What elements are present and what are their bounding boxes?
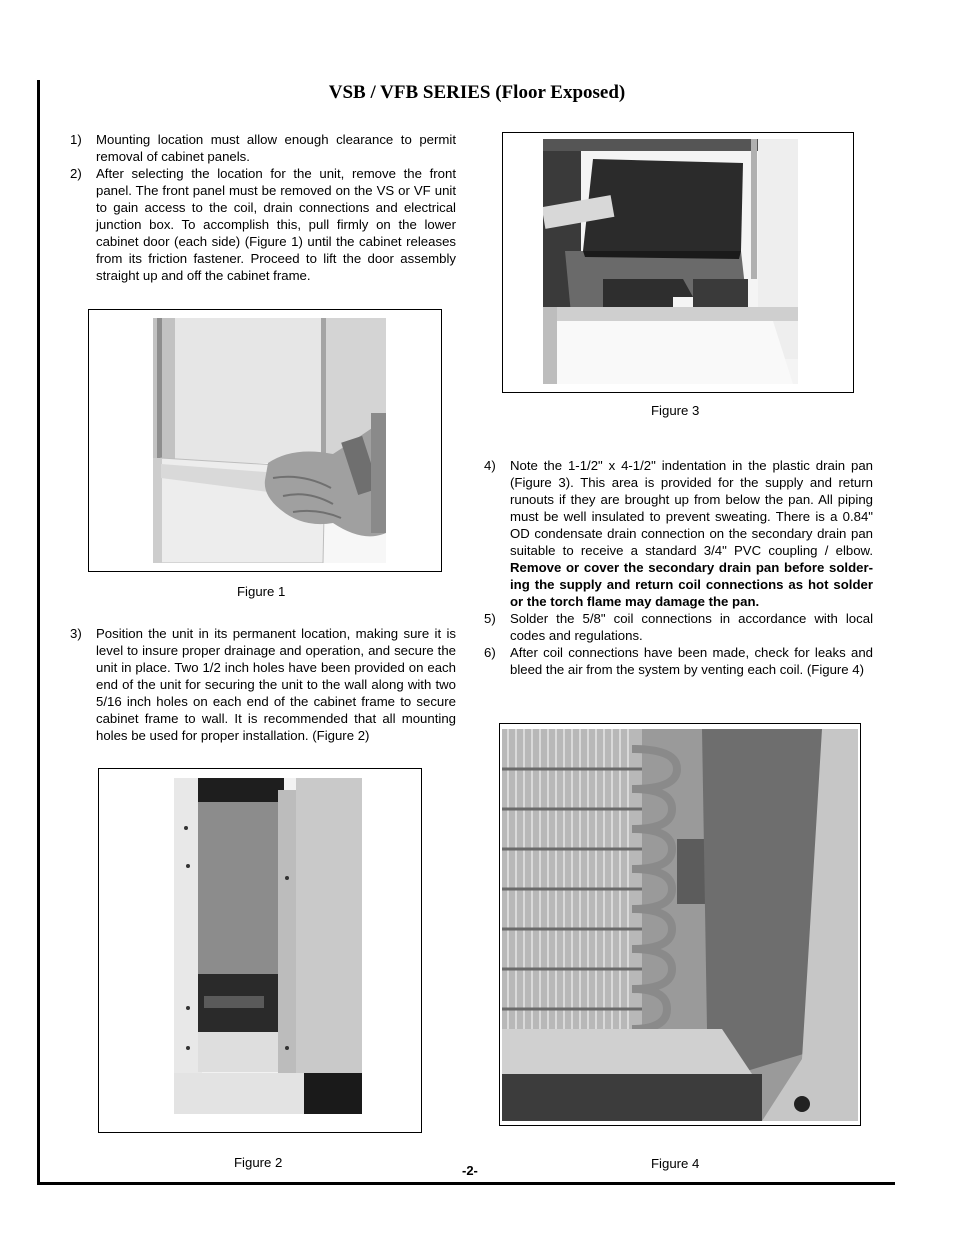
figure-2-caption: Figure 2: [234, 1155, 283, 1170]
figure-2-photo: [174, 778, 362, 1114]
figure-4-caption: Figure 4: [651, 1156, 700, 1171]
bottom-rule: [37, 1182, 895, 1185]
figure-2-frame: [98, 768, 422, 1133]
figure-4-photo: [502, 729, 858, 1121]
figure-4-frame: [499, 723, 861, 1126]
figure-3-frame: [502, 132, 854, 393]
figure-1-photo: [153, 318, 386, 563]
step-item: 4) Note the 1-1/2" x 4-1/2" indentation in the plastic drain pan (Figure 3). This area is provided for the supply and return runouts if they are brought up from below the pan. All piping must be well insulated to prevent sweating. There is a 0.84" OD condensate drain connection on the secondary drain pan suitable to receive a standard 3/4" PVC coupling / elbow. Remove or cover the secondary drain pan before solder-ing the supply and return coil connections as hot solder or the torch flame may damage the pan.: [484, 458, 873, 609]
warning-text: Remove or cover the secondary drain pan before solder-ing the supply and return coil connections as hot solder or the torch flame may damage the pan.: [510, 560, 873, 609]
step-item: 3) Position the unit in its permanent location, making sure it is level to insure proper drainage and operation, and secure the unit in place. Two 1/2 inch holes have been provided on each end of the unit for securing the unit to the wall along with two 5/16 inch holes on each end of the cabinet frame to secure cabinet frame to wall. It is recommended that all mounting holes be used for proper installation. (Figure 2): [70, 626, 456, 743]
figure-3-photo: [543, 139, 798, 384]
page-title: VSB / VFB SERIES (Floor Exposed): [328, 82, 626, 103]
step-item: 1) Mounting location must allow enough clearance to permit removal of cabinet panels.: [70, 132, 456, 164]
figure-1-frame: [88, 309, 442, 572]
step-item: 5) Solder the 5/8" coil connections in accordance with local codes and regulations.: [484, 611, 873, 643]
step-item: 6) After coil connections have been made, check for leaks and bleed the air from the system by venting each coil. (Figure 4): [484, 645, 873, 677]
figure-3-caption: Figure 3: [651, 403, 700, 418]
left-margin-rule: [37, 80, 40, 1185]
figure-1-caption: Figure 1: [237, 584, 286, 599]
step-item: 2) After selecting the location for the unit, remove the front panel. The front panel must be removed on the VS or VF unit to gain access to the coil, drain connections and electrical junction box. To accomplish this, pull firmly on the lower cabinet door (each side) (Figure 1) until the cabinet releases from its friction fastener. Proceed to lift the door assembly straight up and off the cabinet frame.: [70, 166, 456, 283]
steps-list-1: [70, 131, 456, 284]
page-number: -2-: [462, 1163, 478, 1178]
steps-list-2: [70, 625, 456, 744]
steps-list-3: [484, 457, 873, 678]
